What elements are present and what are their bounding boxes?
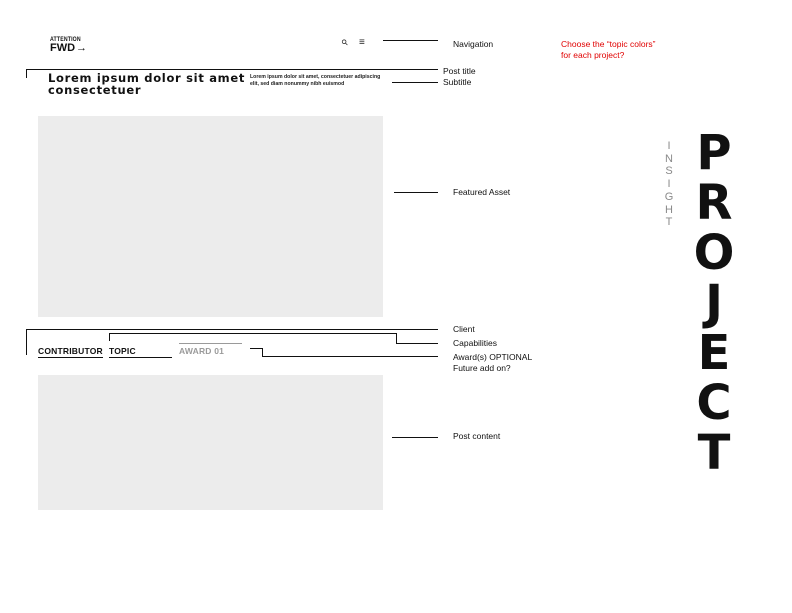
featured-asset-placeholder <box>38 116 383 317</box>
annotation-post-title: Post title <box>443 66 476 76</box>
contributor-underline <box>38 357 103 358</box>
capabilities-leader <box>396 343 438 344</box>
annotation-navigation: Navigation <box>453 39 494 49</box>
topic-underline <box>109 357 172 358</box>
post-content-placeholder <box>38 375 383 510</box>
client-bracket <box>26 329 27 355</box>
menu-icon[interactable]: ≡ <box>359 37 365 48</box>
award-label[interactable]: AWARD 01 <box>179 346 225 356</box>
navigation-leader <box>383 40 438 41</box>
project-vertical-title: P R O J E C T <box>693 125 735 481</box>
post-title-bracket <box>26 69 27 78</box>
contributor-label[interactable]: CONTRIBUTOR <box>38 346 103 356</box>
annotation-subtitle: Subtitle <box>443 77 472 87</box>
post-subtitle: Lorem ipsum dolor sit amet, consectetuer adipiscing elit, sed diam nonummy nibh euismod <box>250 74 381 87</box>
subtitle-leader <box>392 82 438 83</box>
capabilities-top-line <box>109 333 396 334</box>
search-icon[interactable]: ⚲ <box>339 37 351 48</box>
capabilities-bracket <box>109 333 110 341</box>
logo-text-bottom: FWD <box>50 42 76 54</box>
annotation-topic-colors: Choose the “topic colors” <box>561 39 656 49</box>
insight-vertical-label: I N S I G H T <box>664 140 674 229</box>
annotation-client: Client <box>453 324 475 334</box>
logo[interactable] <box>50 42 87 54</box>
topic-label[interactable]: TOPIC <box>109 346 136 356</box>
client-leader <box>26 329 438 330</box>
logo-text-top: ATTENTION <box>50 36 81 43</box>
annotation-awards: Award(s) OPTIONAL <box>453 352 533 362</box>
annotation-featured-asset: Featured Asset <box>453 187 511 197</box>
post-title-leader <box>26 69 438 70</box>
post-title: Lorem ipsum dolor sit amet consectetuer <box>48 71 246 97</box>
annotation-topic-colors-line2: for each project? <box>561 50 625 60</box>
arrow-right-icon: → <box>76 42 88 54</box>
annotation-awards-line2: Future add on? <box>453 363 511 373</box>
annotation-post-content: Post content <box>453 431 501 441</box>
award-leader <box>262 356 438 357</box>
annotation-capabilities: Capabilities <box>453 338 497 348</box>
award-overline <box>179 343 242 344</box>
post-content-leader <box>392 437 438 438</box>
featured-asset-leader <box>394 192 438 193</box>
